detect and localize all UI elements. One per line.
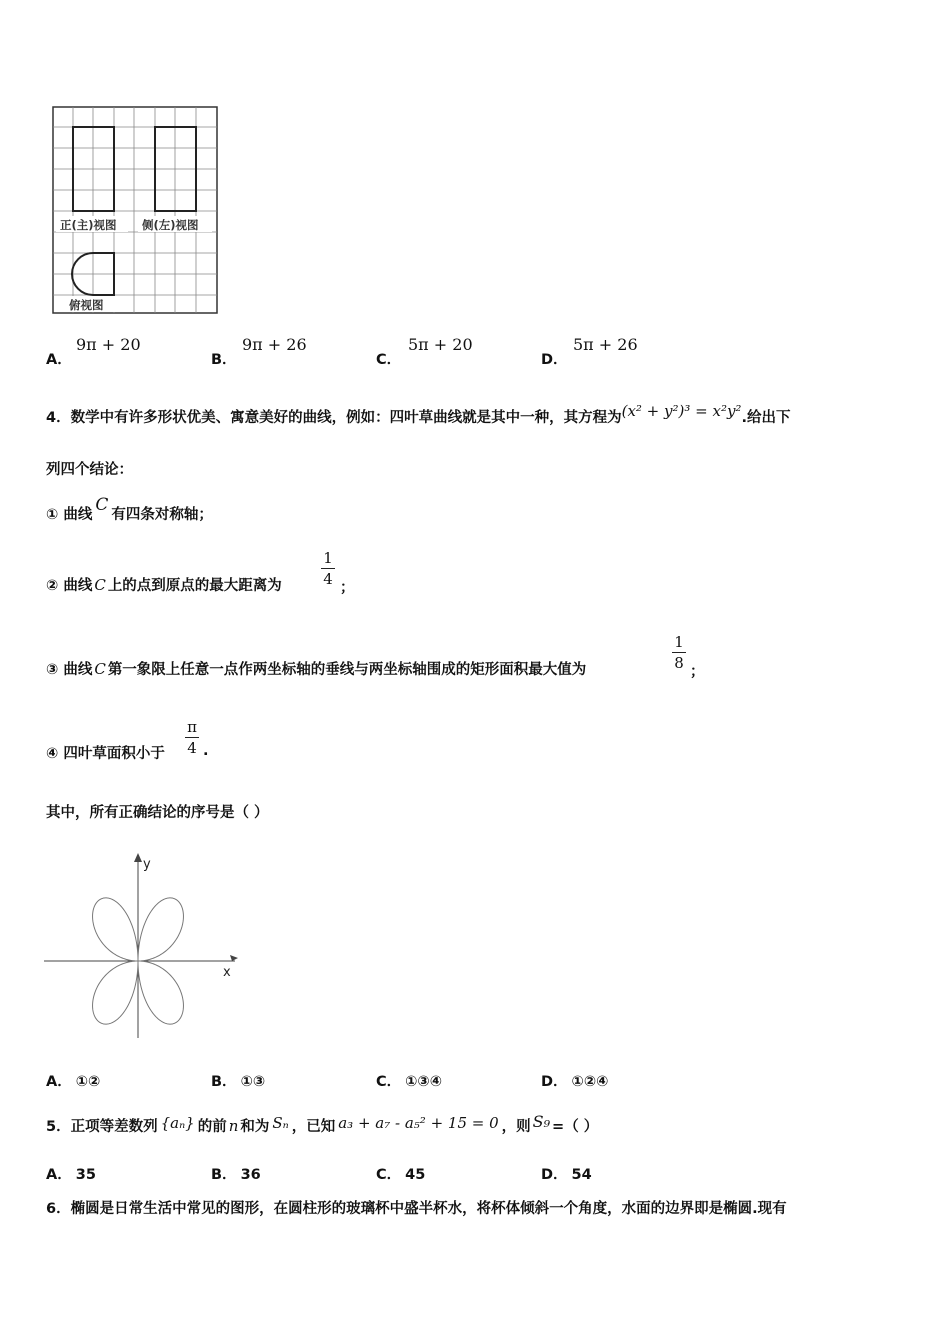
c2-text: 上的点到原点的最大距离为 bbox=[107, 578, 282, 594]
q4-option-b[interactable]: B． ①③ bbox=[211, 1074, 266, 1090]
c1-var: C bbox=[95, 495, 109, 515]
c2-denominator: 4 bbox=[323, 570, 333, 588]
c4-fraction bbox=[185, 718, 199, 757]
q5-text-2: 和为 bbox=[240, 1119, 270, 1135]
q4-conclusion-3 bbox=[46, 658, 586, 679]
c2-end: ； bbox=[340, 580, 355, 596]
c4-numerator: π bbox=[187, 718, 197, 736]
q4-equation: (x² + y²)³ = x²y² bbox=[621, 402, 742, 420]
three-view-figure bbox=[52, 106, 220, 316]
c3-prefix: ③ 曲线 bbox=[46, 662, 93, 678]
q4-option-a[interactable]: A． ①② bbox=[46, 1074, 101, 1090]
q4-option-c[interactable]: C． ①③④ bbox=[376, 1074, 442, 1090]
q5-s9: S₉ bbox=[532, 1112, 551, 1131]
y-axis-label: y bbox=[143, 857, 151, 872]
q4-conclusion-4 bbox=[46, 742, 165, 763]
q3-option-a-value: 9π + 20 bbox=[76, 335, 141, 354]
x-axis-arrow-icon bbox=[230, 955, 238, 961]
front-view-label: 正(主)视图 bbox=[60, 218, 117, 232]
q5-prefix: 5．正项等差数列 bbox=[46, 1119, 158, 1135]
c1-prefix: ① 曲线 bbox=[46, 507, 93, 523]
q5-option-a[interactable]: A． 35 bbox=[46, 1167, 96, 1183]
q5-text-4: ，则 bbox=[501, 1119, 531, 1135]
q3-option-b-value: 9π + 26 bbox=[242, 335, 307, 354]
q4-option-d[interactable]: D． ①②④ bbox=[541, 1074, 609, 1090]
q4-stem-line2: 列四个结论： bbox=[46, 462, 133, 478]
q6-stem: 6．椭圆是日常生活中常见的图形，在圆柱形的玻璃杯中盛半杯水，将杯体倾斜一个角度，水面的边界即是椭圆.现有 bbox=[46, 1201, 787, 1217]
c3-var: C bbox=[94, 660, 106, 678]
q5-option-b[interactable]: B． 36 bbox=[211, 1167, 261, 1183]
q3-option-c-letter[interactable]: C． bbox=[376, 352, 402, 368]
side-view-label: 侧(左)视图 bbox=[142, 218, 199, 232]
c3-denominator: 8 bbox=[674, 654, 684, 672]
q4-stem-line1 bbox=[46, 402, 791, 427]
c2-numerator: 1 bbox=[323, 549, 333, 567]
q5-condition: a₃ + a₇ - a₅² + 15 = 0 bbox=[338, 1114, 499, 1132]
c4-prefix: ④ 四叶草面积小于 bbox=[46, 746, 165, 762]
q3-option-d-value: 5π + 26 bbox=[573, 335, 638, 354]
c3-fraction bbox=[672, 633, 686, 672]
q5-text-3: ，已知 bbox=[291, 1119, 336, 1135]
c1-text: 有四条对称轴； bbox=[111, 507, 213, 523]
c2-var: C bbox=[94, 576, 106, 594]
q5-sequence: {aₙ} bbox=[160, 1114, 195, 1132]
q4-conclusion-2 bbox=[46, 574, 282, 595]
clover-graph bbox=[42, 850, 242, 1040]
q4-conclusion-1 bbox=[46, 495, 213, 524]
q3-option-a-letter[interactable]: A． bbox=[46, 352, 72, 368]
x-axis-label: x bbox=[223, 965, 231, 980]
q5-sn: Sₙ bbox=[272, 1114, 289, 1132]
c4-denominator: 4 bbox=[187, 739, 197, 757]
q5-text-5: =（ ） bbox=[552, 1119, 599, 1135]
c2-prefix: ② 曲线 bbox=[46, 578, 93, 594]
q3-option-b-letter[interactable]: B． bbox=[211, 352, 237, 368]
q4-question: 其中，所有正确结论的序号是（ ） bbox=[46, 805, 269, 821]
top-view-label: 俯视图 bbox=[69, 298, 104, 312]
y-axis-arrow-icon bbox=[134, 853, 142, 862]
q4-stem-tail: .给出下 bbox=[741, 410, 791, 426]
q5-stem bbox=[46, 1112, 599, 1136]
q4-stem-text: 4．数学中有许多形状优美、寓意美好的曲线，例如：四叶草曲线就是其中一种，其方程为 bbox=[46, 410, 622, 426]
c3-end: ； bbox=[690, 664, 705, 680]
q3-option-d-letter[interactable]: D． bbox=[541, 352, 568, 368]
q5-option-d[interactable]: D． 54 bbox=[541, 1167, 592, 1183]
q5-text-1: 的前 bbox=[197, 1119, 227, 1135]
c3-numerator: 1 bbox=[674, 633, 684, 651]
c3-text: 第一象限上任意一点作两坐标轴的垂线与两坐标轴围成的矩形面积最大值为 bbox=[107, 662, 587, 678]
q5-n: n bbox=[228, 1117, 239, 1135]
q3-option-c-value: 5π + 20 bbox=[408, 335, 473, 354]
c2-fraction bbox=[321, 549, 335, 588]
q5-option-c[interactable]: C． 45 bbox=[376, 1167, 426, 1183]
c4-end: . bbox=[203, 743, 209, 759]
